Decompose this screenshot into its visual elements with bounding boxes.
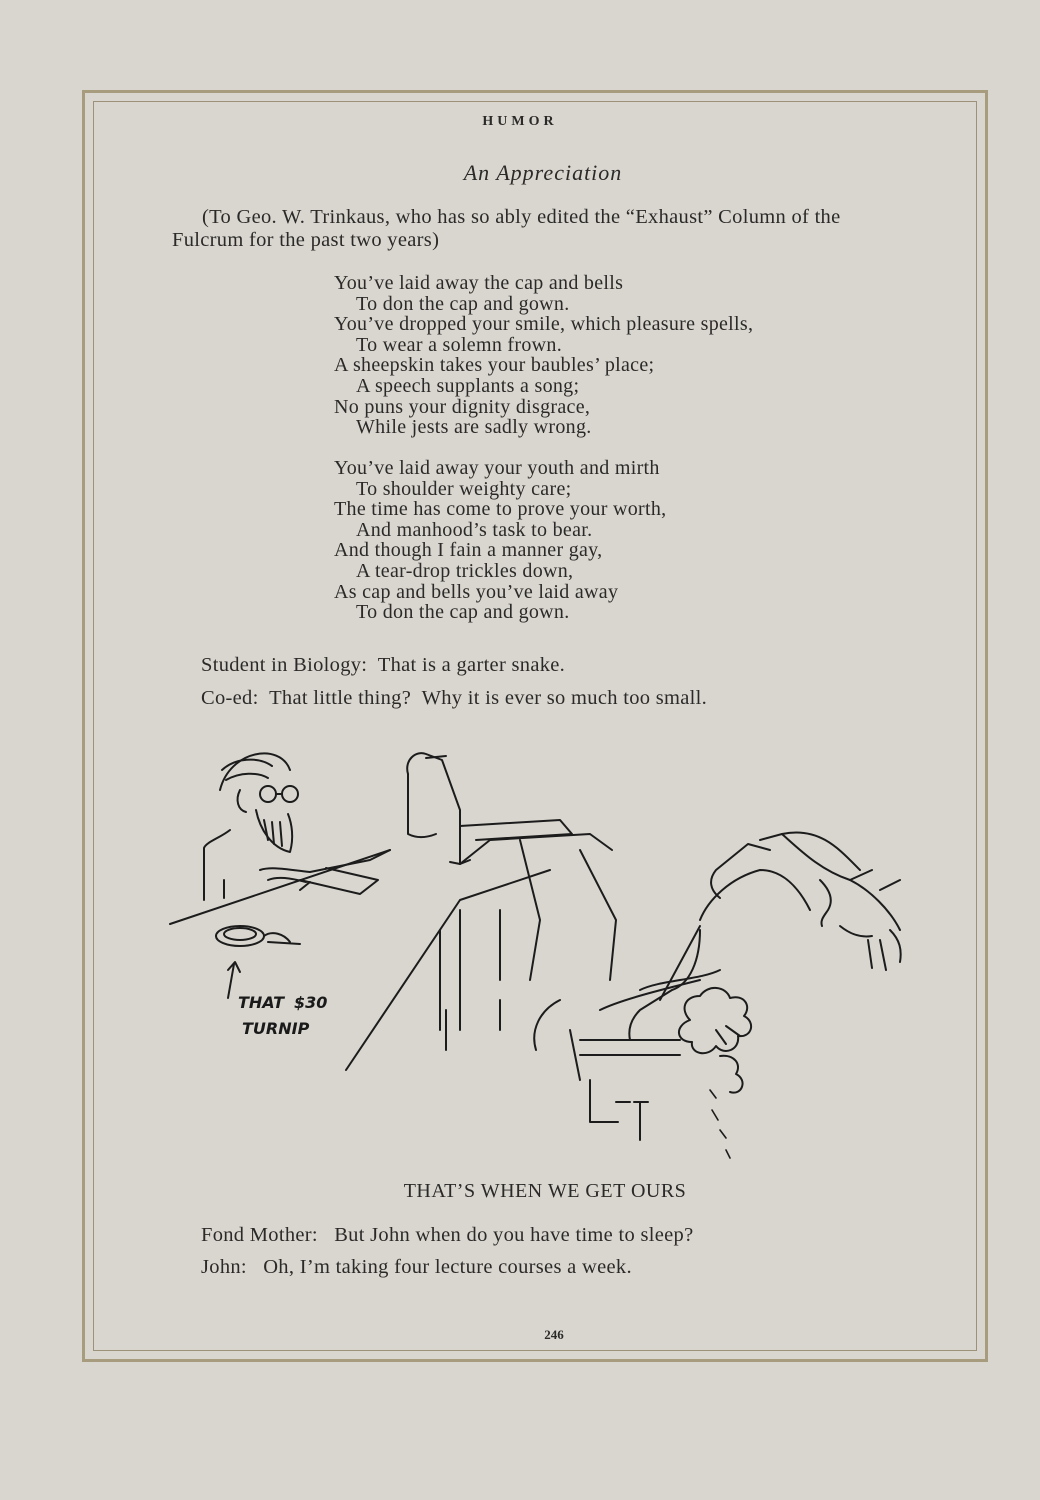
poem-line: While jests are sadly wrong. (356, 416, 592, 439)
poem-line: And though I fain a manner gay, (334, 539, 603, 562)
poem-line: No puns your dignity disgrace, (334, 395, 591, 418)
student-legs (407, 753, 616, 980)
poem-stanza-2 (334, 458, 666, 623)
joke-line: Student in Biology: That is a garter snake. (201, 654, 566, 676)
pocket-watch-icon (216, 926, 300, 946)
zzz-marks (710, 1090, 730, 1158)
section-header: HUMOR (482, 114, 558, 129)
poem-line: As cap and bells you’ve laid away (334, 580, 619, 603)
poem-title: An Appreciation (463, 160, 623, 185)
poem-line: A speech supplants a song; (356, 374, 580, 397)
poem-line: And manhood’s task to bear. (356, 518, 593, 541)
poem-stanza-1 (334, 273, 753, 438)
desk (346, 870, 680, 1140)
poem-line: To wear a solemn frown. (356, 333, 562, 356)
poem-line: You’ve laid away your youth and mirth (334, 457, 660, 479)
joke-line: Fond Mother: But John when do you have time to sleep? (201, 1224, 694, 1246)
poem-line: To don the cap and gown. (356, 292, 570, 315)
cartoon-label-line1: THAT (238, 993, 285, 1012)
cartoon-label-amount: $30 (294, 993, 328, 1012)
poem-line: To shoulder weighty care; (356, 477, 572, 500)
poem-line: A sheepskin takes your baubles’ place; (334, 354, 655, 377)
joke-line: John: Oh, I’m taking four lecture courses a week. (201, 1256, 632, 1278)
poem-line: The time has come to prove your worth, (334, 498, 667, 521)
page-number: 246 (544, 1327, 564, 1342)
poem-line: To don the cap and gown. (356, 601, 570, 624)
cartoon-label-line2: TURNIP (242, 1019, 310, 1038)
professor-figure (170, 753, 390, 924)
cartoon-caption: THAT’S WHEN WE GET OURS (403, 1180, 687, 1202)
poem-line: You’ve laid away the cap and bells (334, 272, 624, 294)
cartoon-illustration (160, 730, 920, 1170)
poem-line: A tear-drop trickles down, (356, 559, 574, 582)
joke-line: Co-ed: That little thing? Why it is ever so much too small. (201, 687, 708, 709)
snore-cloud (679, 988, 751, 1093)
poem-dedication: (To Geo. W. Trinkaus, who has so ably edited the “Exhaust” Column of the Fulcrum for the past two years) (172, 206, 841, 251)
poem-line: You’ve dropped your smile, which pleasure spells, (334, 313, 754, 336)
